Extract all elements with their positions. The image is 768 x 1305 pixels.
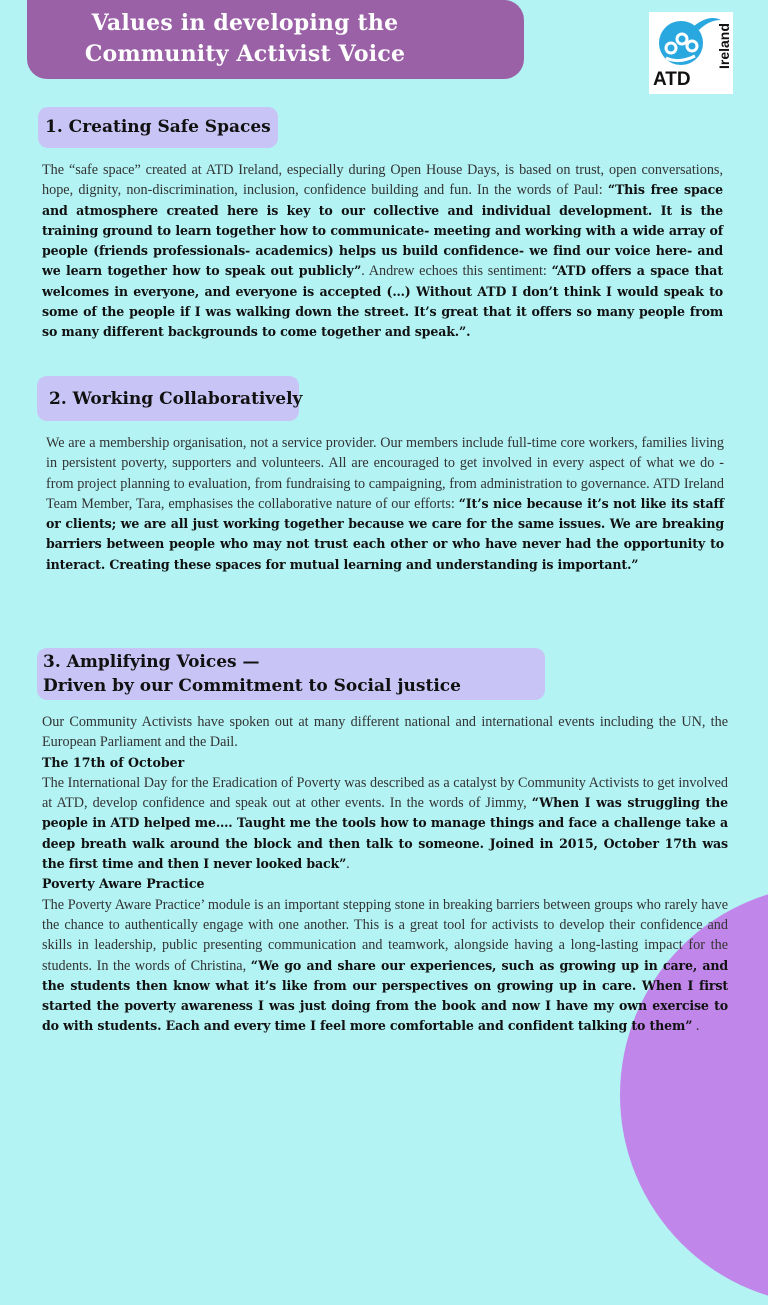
section-1-body xyxy=(42,160,723,343)
section-1-text: The “safe space” created at ATD Ireland, especially during Open House Days, is based on trust, open conversations, hope, dignity, non-discrimination, inclusion, confidence building and fun. In the words of Paul: xyxy=(42,162,723,199)
section-3-text-1-end: . xyxy=(346,856,350,873)
section-2-heading: 2. Working Collaboratively xyxy=(49,389,303,409)
section-3-paragraph-1 xyxy=(42,773,728,874)
section-2-quote-tara: “It’s nice because it’s not like its staff or clients; we are all just working together because we care for the same issues. We are breaking barriers between people who may not trust each other or who have never had the opportunity to interact. Creating these spaces for mutual learning and understanding is important.” xyxy=(46,495,724,572)
subheading-poverty-aware-practice: Poverty Aware Practice xyxy=(42,876,205,892)
title-line-2: Community Activist Voice xyxy=(84,41,406,67)
section-3-body xyxy=(42,712,728,1037)
section-3-heading-line-2: Driven by our Commitment to Social justice xyxy=(43,676,461,696)
logo-vertical-text: Ireland xyxy=(716,23,732,69)
section-3-text-2: The Poverty Aware Practice’ module is an important stepping stone in breaking barriers between groups who rarely have the chance to authentically engage with one another. This is a great tool for activists to develop their confidence and skills in leadership, public presenting communication and teamwork, alongside having a long-lasting impact for the students. In the words of Christina, xyxy=(42,896,728,974)
section-3-text-1: The International Day for the Eradication of Poverty was described as a catalyst by Community Activists to get involved at ATD, develop confidence and speak out at other events. In the words of Jimmy, xyxy=(42,774,728,812)
section-1-text-2: . Andrew echoes this sentiment: xyxy=(361,263,552,280)
logo-text: ATD xyxy=(653,69,691,90)
section-3-paragraph-2 xyxy=(42,895,728,1037)
section-3-heading xyxy=(43,650,461,698)
section-3-text-2-end: . xyxy=(692,1018,700,1035)
section-3-quote-christina: “We go and share our experiences, such as growing up in care, and the students then know what it’s like from our perspectives on growing up in care. When I first started the poverty awareness I was just doing from the book and now I have my own exercise to do with students. Each and every time I feel more comfortable and confident talking to them” xyxy=(42,957,728,1034)
section-1-quote-paul: “This free space and atmosphere created here is key to our collective and individual development. It is the training ground to learn together how to communicate- meeting and working with a wide array of people (friends professionals- academics) helps us build confidence- we find our voice here- and we learn together how to speak out publicly” xyxy=(42,182,723,279)
section-2-text: We are a membership organisation, not a service provider. Our members include full-time core workers, families living in persistent poverty, supporters and volunteers. All are encouraged to get involved in every aspect of what we do - from project planning to evaluation, from fundraising to campaigning, from administration to governance. ATD Ireland Team Member, Tara, emphasises the collaborative nature of our efforts: xyxy=(46,435,724,512)
section-3-heading-line-1: 3. Amplifying Voices — xyxy=(43,652,260,672)
subheading-17th-october: The 17th of October xyxy=(42,754,185,770)
section-1-quote-andrew: “ATD offers a space that welcomes in everyone, and everyone is accepted (…) Without ATD I don’t think I would speak to some of the people if I was walking down the street. It’s great that it offers so many people from so many different backgrounds to come together and speak.”. xyxy=(42,263,723,340)
title-line-1: Values in developing the xyxy=(91,10,399,36)
section-2-body xyxy=(46,433,724,575)
section-3-intro: Our Community Activists have spoken out at many different national and international events including the UN, the European Parliament and the Dail. xyxy=(42,714,728,751)
page-title xyxy=(27,8,463,70)
section-3-quote-jimmy: “When I was struggling the people in ATD helped me…. Taught me the tools how to manage things and face a challenge take a deep breath walk around the block and then talk to someone. Joined in 2015, October 17th was the first time and then I never looked back” xyxy=(42,795,728,872)
atd-ireland-logo xyxy=(649,12,733,94)
section-1-heading: 1. Creating Safe Spaces xyxy=(45,117,271,137)
